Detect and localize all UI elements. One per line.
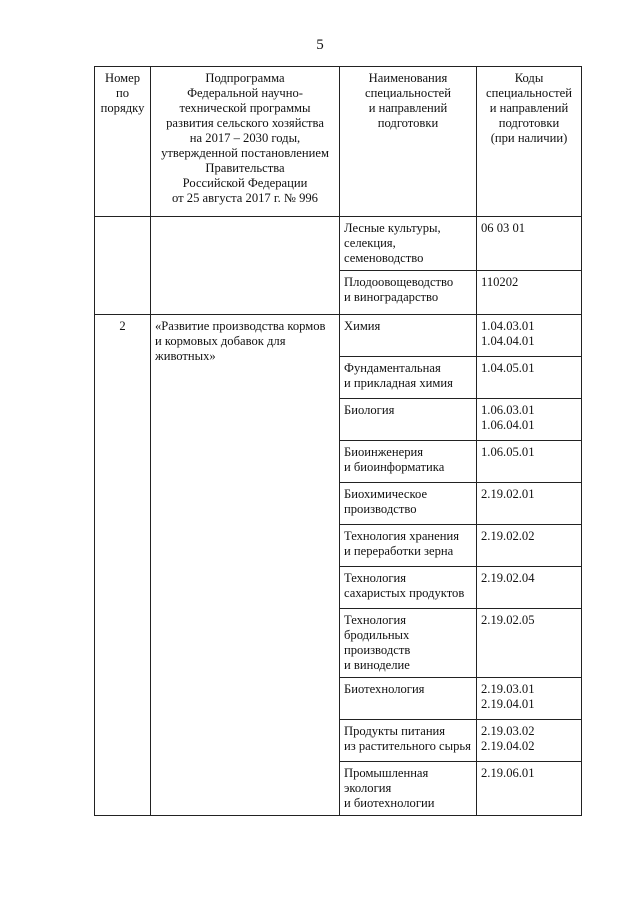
- row-number: 2: [119, 319, 126, 333]
- cell-line: «Развитие производства кормов: [155, 319, 326, 333]
- cell-line: Биология: [344, 403, 395, 417]
- table-row: [95, 315, 582, 357]
- specialty-name-cell: [340, 217, 477, 271]
- cell-line: и виноградарство: [344, 290, 439, 304]
- cell-line: 1.04.05.01: [481, 361, 535, 375]
- cell-line: и кормовых добавок для: [155, 334, 286, 348]
- header-subprogram: [151, 67, 340, 217]
- cell-line: и прикладная химия: [344, 376, 453, 390]
- cell-line: и биотехнологии: [344, 796, 435, 810]
- header-codes: [477, 67, 582, 217]
- cell-line: экология: [344, 781, 392, 795]
- specialty-code-cell: [477, 762, 582, 816]
- specialty-code-cell: [477, 678, 582, 720]
- header-line: от 25 августа 2017 г. № 996: [172, 191, 318, 205]
- specialty-name-cell: [340, 678, 477, 720]
- header-line: Российской Федерации: [182, 176, 308, 190]
- cell-line: из растительного сырья: [344, 739, 471, 753]
- cell-line: Биохимическое: [344, 487, 428, 501]
- cell-line: 110202: [481, 275, 519, 289]
- specialty-name-cell: [340, 762, 477, 816]
- header-line: Подпрограмма: [205, 71, 285, 85]
- specialty-code-cell: [477, 315, 582, 357]
- header-line: технической программы: [179, 101, 311, 115]
- header-specialties: [340, 67, 477, 217]
- page-number: 5: [316, 37, 324, 53]
- cell-line: и биоинформатика: [344, 460, 445, 474]
- specialty-name-cell: [340, 609, 477, 678]
- cell-line: Технология: [344, 571, 407, 585]
- cell-line: 2.19.04.01: [481, 697, 535, 711]
- header-line: утвержденной постановлением: [161, 146, 329, 160]
- cell-line: Биотехнология: [344, 682, 425, 696]
- number-cell: [95, 217, 151, 315]
- cell-line: производство: [344, 502, 417, 516]
- header-line: специальностей: [486, 86, 572, 100]
- cell-line: семеноводство: [344, 251, 424, 265]
- cell-line: бродильных: [344, 628, 410, 642]
- specialty-name-cell: [340, 525, 477, 567]
- cell-line: животных»: [155, 349, 216, 363]
- cell-line: 2.19.02.04: [481, 571, 535, 585]
- subprogram-cell: [151, 217, 340, 315]
- cell-line: Химия: [344, 319, 381, 333]
- cell-line: 1.04.04.01: [481, 334, 535, 348]
- specialty-code-cell: [477, 271, 582, 315]
- specialty-name-cell: [340, 483, 477, 525]
- cell-line: и виноделие: [344, 658, 410, 672]
- subprogram-cell: [151, 315, 340, 816]
- header-line: (при наличии): [490, 131, 568, 145]
- cell-line: 2.19.03.01: [481, 682, 535, 696]
- specialty-code-cell: [477, 720, 582, 762]
- cell-line: 1.06.04.01: [481, 418, 535, 432]
- header-line: и направлений: [368, 101, 448, 115]
- specialty-code-cell: [477, 441, 582, 483]
- header-line: Коды: [514, 71, 544, 85]
- cell-line: селекция,: [344, 236, 396, 250]
- cell-line: 1.04.03.01: [481, 319, 535, 333]
- specialty-code-cell: [477, 399, 582, 441]
- number-cell: [95, 315, 151, 816]
- cell-line: Лесные культуры,: [344, 221, 441, 235]
- header-line: Правительства: [205, 161, 285, 175]
- cell-line: сахаристых продуктов: [344, 586, 465, 600]
- cell-line: и переработки зерна: [344, 544, 454, 558]
- specialty-name-cell: [340, 399, 477, 441]
- cell-line: 2.19.02.01: [481, 487, 535, 501]
- cell-line: 2.19.06.01: [481, 766, 535, 780]
- header-line: Номер: [104, 71, 140, 85]
- header-line: и направлений: [489, 101, 569, 115]
- header-line: подготовки: [498, 116, 560, 130]
- cell-line: Промышленная: [344, 766, 429, 780]
- specialty-name-cell: [340, 441, 477, 483]
- header-line: Федеральной научно-: [187, 86, 303, 100]
- header-line: порядку: [100, 101, 145, 115]
- cell-line: 2.19.04.02: [481, 739, 535, 753]
- cell-line: Плодоовощеводство: [344, 275, 454, 289]
- cell-line: 1.06.05.01: [481, 445, 535, 459]
- cell-line: Технология: [344, 613, 407, 627]
- specialty-code-cell: [477, 609, 582, 678]
- specialty-name-cell: [340, 567, 477, 609]
- header-number: [95, 67, 151, 217]
- table-header-row: [95, 67, 582, 217]
- cell-line: Биоинженерия: [344, 445, 424, 459]
- specialty-name-cell: [340, 271, 477, 315]
- cell-line: производств: [344, 643, 411, 657]
- header-line: Наименования: [368, 71, 448, 85]
- header-line: по: [115, 86, 130, 100]
- header-line: специальностей: [365, 86, 451, 100]
- header-line: развития сельского хозяйства: [166, 116, 324, 130]
- cell-line: 06 03 01: [481, 221, 526, 235]
- cell-line: 2.19.02.05: [481, 613, 535, 627]
- specialty-code-cell: [477, 357, 582, 399]
- cell-line: Технология хранения: [344, 529, 460, 543]
- cell-line: Фундаментальная: [344, 361, 441, 375]
- specialties-table: [94, 66, 582, 816]
- header-line: подготовки: [377, 116, 439, 130]
- header-line: на 2017 – 2030 годы,: [189, 131, 301, 145]
- table-row: [95, 217, 582, 271]
- cell-line: 2.19.03.02: [481, 724, 535, 738]
- specialty-name-cell: [340, 315, 477, 357]
- specialty-name-cell: [340, 357, 477, 399]
- cell-line: 2.19.02.02: [481, 529, 535, 543]
- specialty-code-cell: [477, 483, 582, 525]
- specialty-code-cell: [477, 217, 582, 271]
- specialty-name-cell: [340, 720, 477, 762]
- cell-line: Продукты питания: [344, 724, 446, 738]
- specialty-code-cell: [477, 567, 582, 609]
- specialty-code-cell: [477, 525, 582, 567]
- cell-line: 1.06.03.01: [481, 403, 535, 417]
